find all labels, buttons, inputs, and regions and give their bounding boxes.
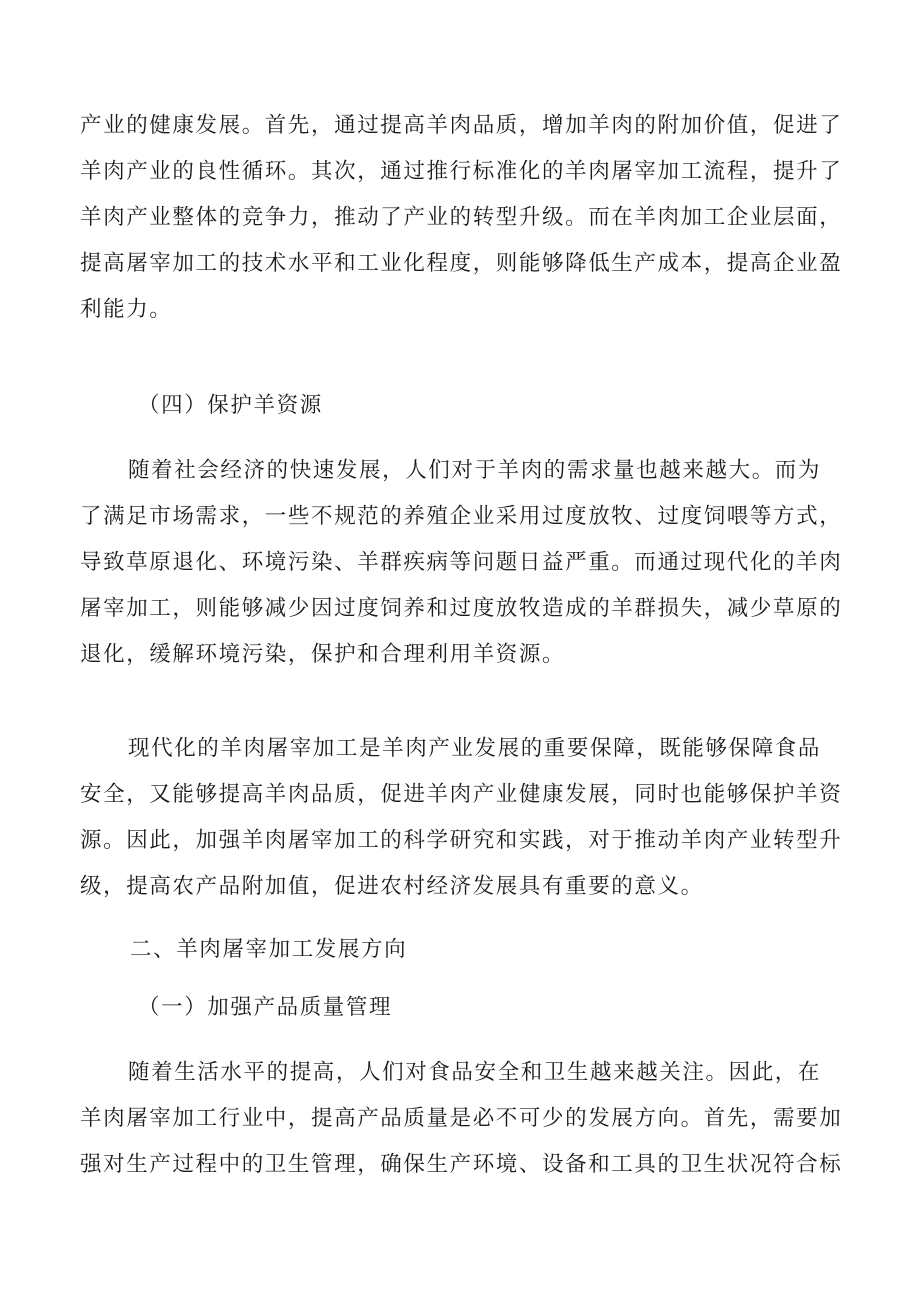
- subsection-heading-quality-management: （一）加强产品质量管理: [138, 995, 393, 1020]
- paragraph-line: 利能力。: [80, 297, 173, 322]
- paragraph-line: 级，提高农产品附加值，促进农村经济发展具有重要的意义。: [80, 874, 704, 899]
- paragraph-line: 强对生产过程中的卫生管理，确保生产环境、设备和工具的卫生状况符合标: [80, 1152, 843, 1177]
- paragraph-line: 现代化的羊肉屠宰加工是羊肉产业发展的重要保障，既能够保障食品: [128, 736, 822, 761]
- paragraph-line: 随着社会经济的快速发展，人们对于羊肉的需求量也越来越大。而为: [128, 458, 822, 483]
- paragraph-line: 羊肉产业的良性循环。其次，通过推行标准化的羊肉屠宰加工流程，提升了: [80, 159, 843, 184]
- paragraph-line: 导致草原退化、环境污染、羊群疾病等问题日益严重。而通过现代化的羊肉: [80, 550, 843, 575]
- paragraph-modern-slaughter: [80, 726, 848, 910]
- paragraph-line: 了满足市场需求，一些不规范的养殖企业采用过度放牧、过度饲喂等方式，: [80, 504, 843, 529]
- paragraph-line: 源。因此，加强羊肉屠宰加工的科学研究和实践，对于推动羊肉产业转型升: [80, 828, 843, 853]
- subsection-heading-protect-resources: （四）保护羊资源: [138, 393, 323, 418]
- paragraph-quality-management: [80, 1050, 848, 1188]
- paragraph-line: 提高屠宰加工的技术水平和工业化程度，则能够降低生产成本，提高企业盈: [80, 251, 843, 276]
- paragraph-line: 屠宰加工，则能够减少因过度饲养和过度放牧造成的羊群损失，减少草原的: [80, 596, 843, 621]
- paragraph-line: 随着生活水平的提高，人们对食品安全和卫生越来越关注。因此，在: [128, 1060, 822, 1085]
- paragraph-line: 产业的健康发展。首先，通过提高羊肉品质，增加羊肉的附加价值，促进了: [80, 113, 843, 138]
- paragraph-industry-development: [80, 103, 848, 333]
- paragraph-line: 羊肉产业整体的竞争力，推动了产业的转型升级。而在羊肉加工企业层面，: [80, 205, 843, 230]
- paragraph-line: 安全，又能够提高羊肉品质，促进羊肉产业健康发展，同时也能够保护羊资: [80, 782, 843, 807]
- paragraph-line: 羊肉屠宰加工行业中，提高产品质量是必不可少的发展方向。首先，需要加: [80, 1106, 843, 1131]
- paragraph-line: 退化，缓解环境污染，保护和合理利用羊资源。: [80, 642, 566, 667]
- paragraph-protect-resources: [80, 448, 848, 678]
- section-heading-development-direction: 二、羊肉屠宰加工发展方向: [130, 937, 408, 962]
